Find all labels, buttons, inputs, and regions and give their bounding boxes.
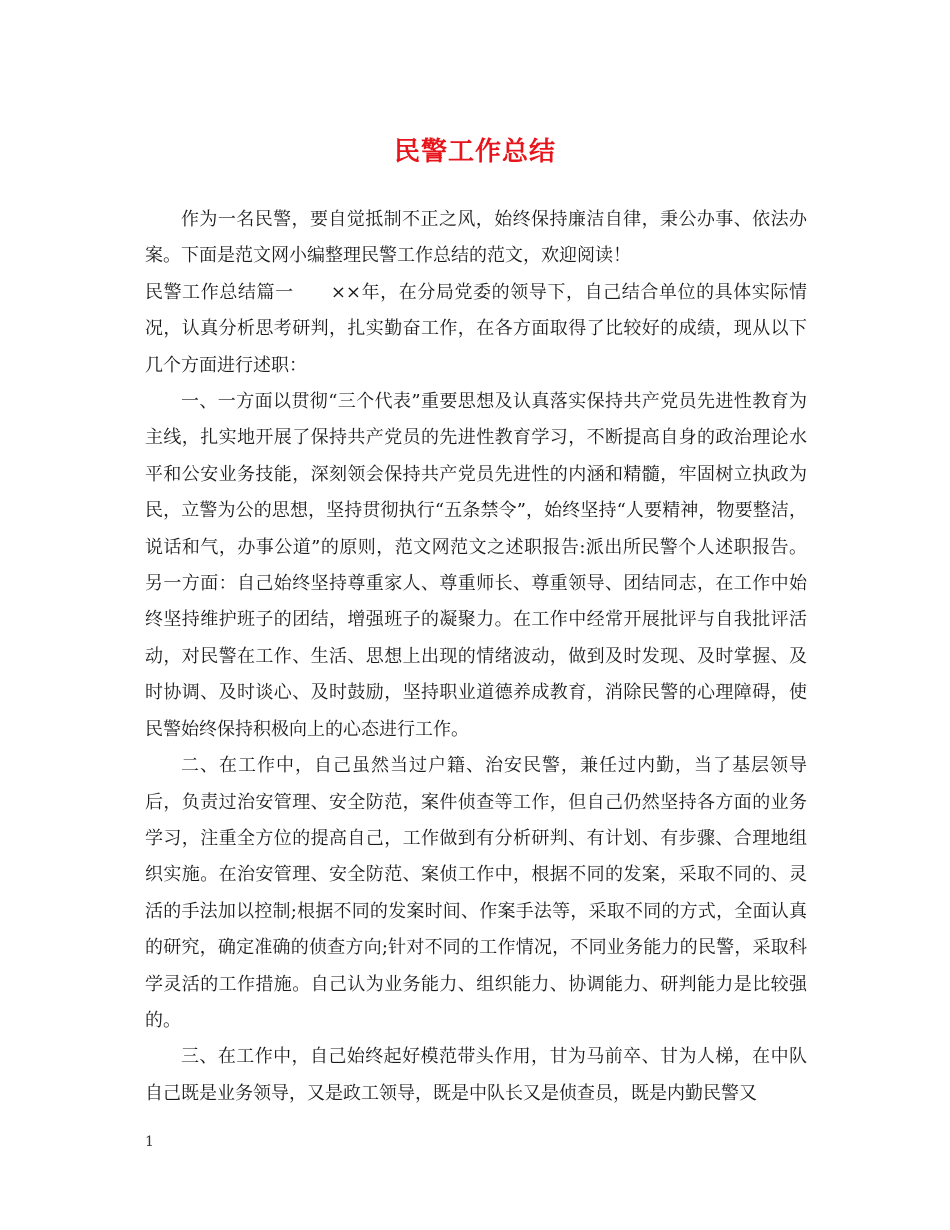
document-body [145,202,807,1112]
body-paragraph-2: 二、在工作中，自己虽然当过户籍、治安民警，兼任过内勤，当了基层领导后，负责过治安管理、安全防范，案件侦查等工作，但自己仍然坚持各方面的业务学习，注重全方位的提高自己，工作做到有分析研判、有计划、有步骤、合理地组织实施。在治安管理、安全防范、案侦工作中，根据不同的发案，采取不同的、灵活的手法加以控制;根据不同的发案时间、作案手法等，采取不同的方式，全面认真的研究，确定准确的侦查方向;针对不同的工作情况，不同业务能力的民警，采取科学灵活的工作措施。自己认为业务能力、组织能力、协调能力、研判能力是比较强的。 [145,755,807,1031]
document-title: 民警工作总结 [393,137,556,167]
intro-paragraph: 作为一名民警，要自觉抵制不正之风，始终保持廉洁自律，秉公办事、依法办案。下面是范文网小编整理民警工作总结的范文，欢迎阅读！ [145,209,807,267]
section-heading-paragraph: 民警工作总结篇一 ××年，在分局党委的领导下，自己结合单位的具体实际情况，认真分析思考研判，扎实勤奋工作，在各方面取得了比较好的成绩，现从以下几个方面进行述职： [145,281,807,376]
body-paragraph-3: 三、在工作中，自己始终起好模范带头作用，甘为马前卒、甘为人梯，在中队自己既是业务领导，又是政工领导，既是中队长又是侦查员，既是内勤民警又 [145,1046,807,1104]
body-paragraph-1: 一、一方面以贯彻“三个代表”重要思想及认真落实保持共产党员先进性教育为主线，扎实地开展了保持共产党员的先进性教育学习，不断提高自身的政治理论水平和公安业务技能，深刻领会保持共产党员先进性的内涵和精髓，牢固树立执政为民，立警为公的思想，坚持贯彻执行“五条禁令”，始终坚持“人要精神，物要整洁，说话和气，办事公道”的原则，范文网范文之述职报告:派出所民警个人述职报告。另一方面：自己始终坚持尊重家人、尊重师长、尊重领导、团结同志，在工作中始终坚持维护班子的团结，增强班子的凝聚力。在工作中经常开展批评与自我批评活动，对民警在工作、生活、思想上出现的情绪波动，做到及时发现、及时掌握、及时协调、及时谈心、及时鼓励，坚持职业道德养成教育，消除民警的心理障碍，使民警始终保持积极向上的心态进行工作。 [145,391,807,740]
page-number: 1 [145,1134,154,1150]
